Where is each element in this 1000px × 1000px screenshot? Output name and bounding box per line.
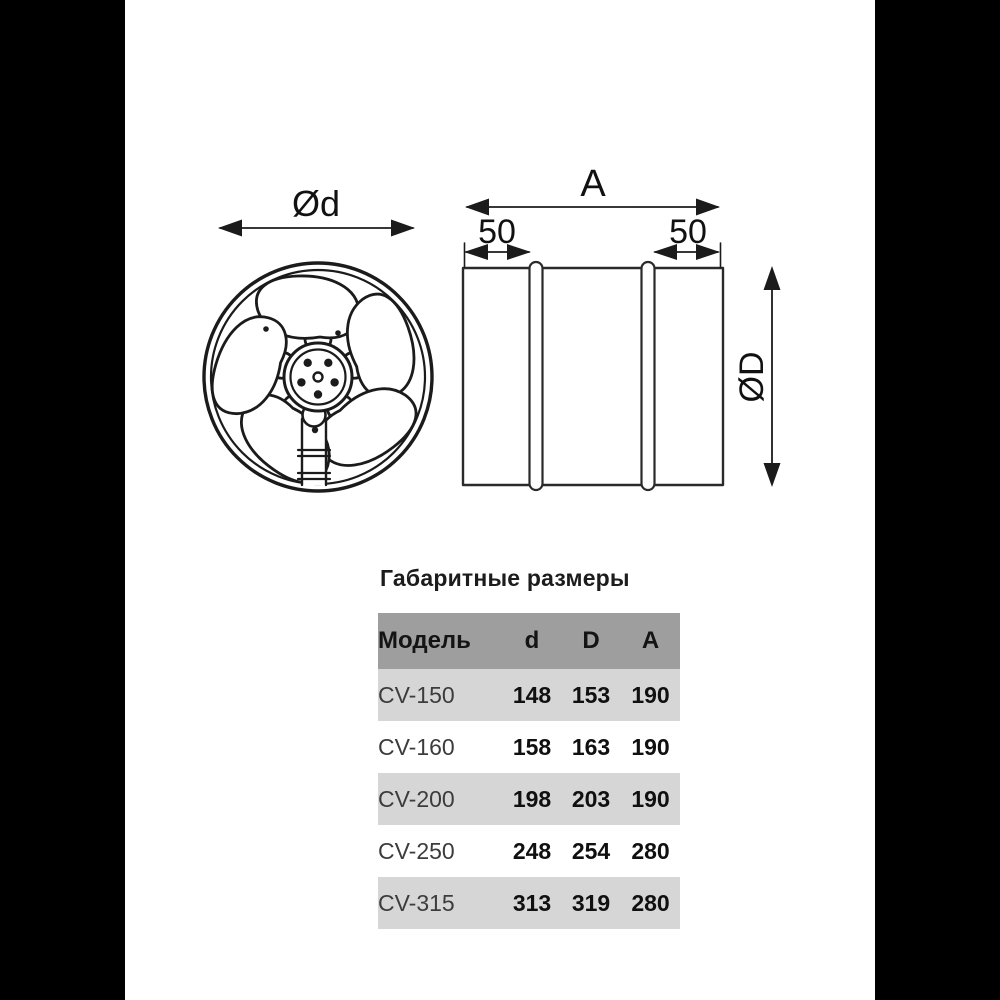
col-header-D: D [582,627,600,654]
motor-bracket [298,404,330,486]
cell-A: 190 [631,681,670,708]
duct-seam-right [642,262,655,490]
table-title: Габаритные размеры [380,565,630,591]
arrowhead-up [764,266,781,290]
cell-d: 148 [512,681,552,708]
arrowhead-down [764,463,781,487]
dim-front-diameter [218,183,415,237]
blade-rivet-dot [335,330,341,336]
cell-D: 163 [571,733,611,760]
dim-label-right-offset: 50 [669,213,707,251]
dim-side-diameter [733,266,781,487]
cell-D: 203 [571,785,611,812]
blade-rivet-dot [263,326,269,332]
cell-d: 198 [512,785,552,812]
dim-label-left-offset: 50 [478,213,516,251]
cell-A: 190 [631,733,670,760]
dim-label-side-diameter: ØD [733,351,771,403]
arrowhead-left [218,220,242,237]
cell-A: 280 [631,837,670,864]
fan-hub [284,343,352,411]
dim-label-front-diameter: Ød [291,183,341,224]
duct-side-view [463,262,723,490]
arrowhead-right [391,220,415,237]
bracket-rivet-dot [312,427,318,433]
duct-body [463,268,723,485]
dim-length-A [465,163,720,216]
table-row [378,773,680,825]
duct-seam-left [530,262,543,490]
table-row [378,669,680,721]
page-canvas [125,0,875,1000]
cell-model: CV-160 [378,733,455,760]
table-row [378,825,680,877]
cell-model: CV-200 [378,785,455,812]
cell-A: 190 [631,785,670,812]
dimensions-table [378,613,680,929]
dim-label-length: A [580,163,606,205]
cell-D: 319 [571,889,611,916]
fan-front-view [203,263,432,495]
dimensions-section [378,565,680,929]
cell-d: 313 [512,889,552,916]
table-row [378,877,680,929]
table-row [378,721,680,773]
dim-right-seam-offset [653,213,720,260]
table-header-row [378,613,680,669]
cell-D: 153 [571,681,611,708]
cell-model: CV-150 [378,681,455,708]
cell-model: CV-315 [378,889,455,916]
col-header-d: d [524,627,540,654]
cell-d: 158 [512,733,552,760]
cell-D: 254 [571,837,611,864]
technical-drawing [125,0,875,560]
cell-d: 248 [512,837,552,864]
col-header-A: A [641,627,660,654]
dim-left-seam-offset [464,213,531,260]
cell-A: 280 [631,889,670,916]
cell-model: CV-250 [378,837,455,864]
col-header-model: Модель [378,627,471,654]
